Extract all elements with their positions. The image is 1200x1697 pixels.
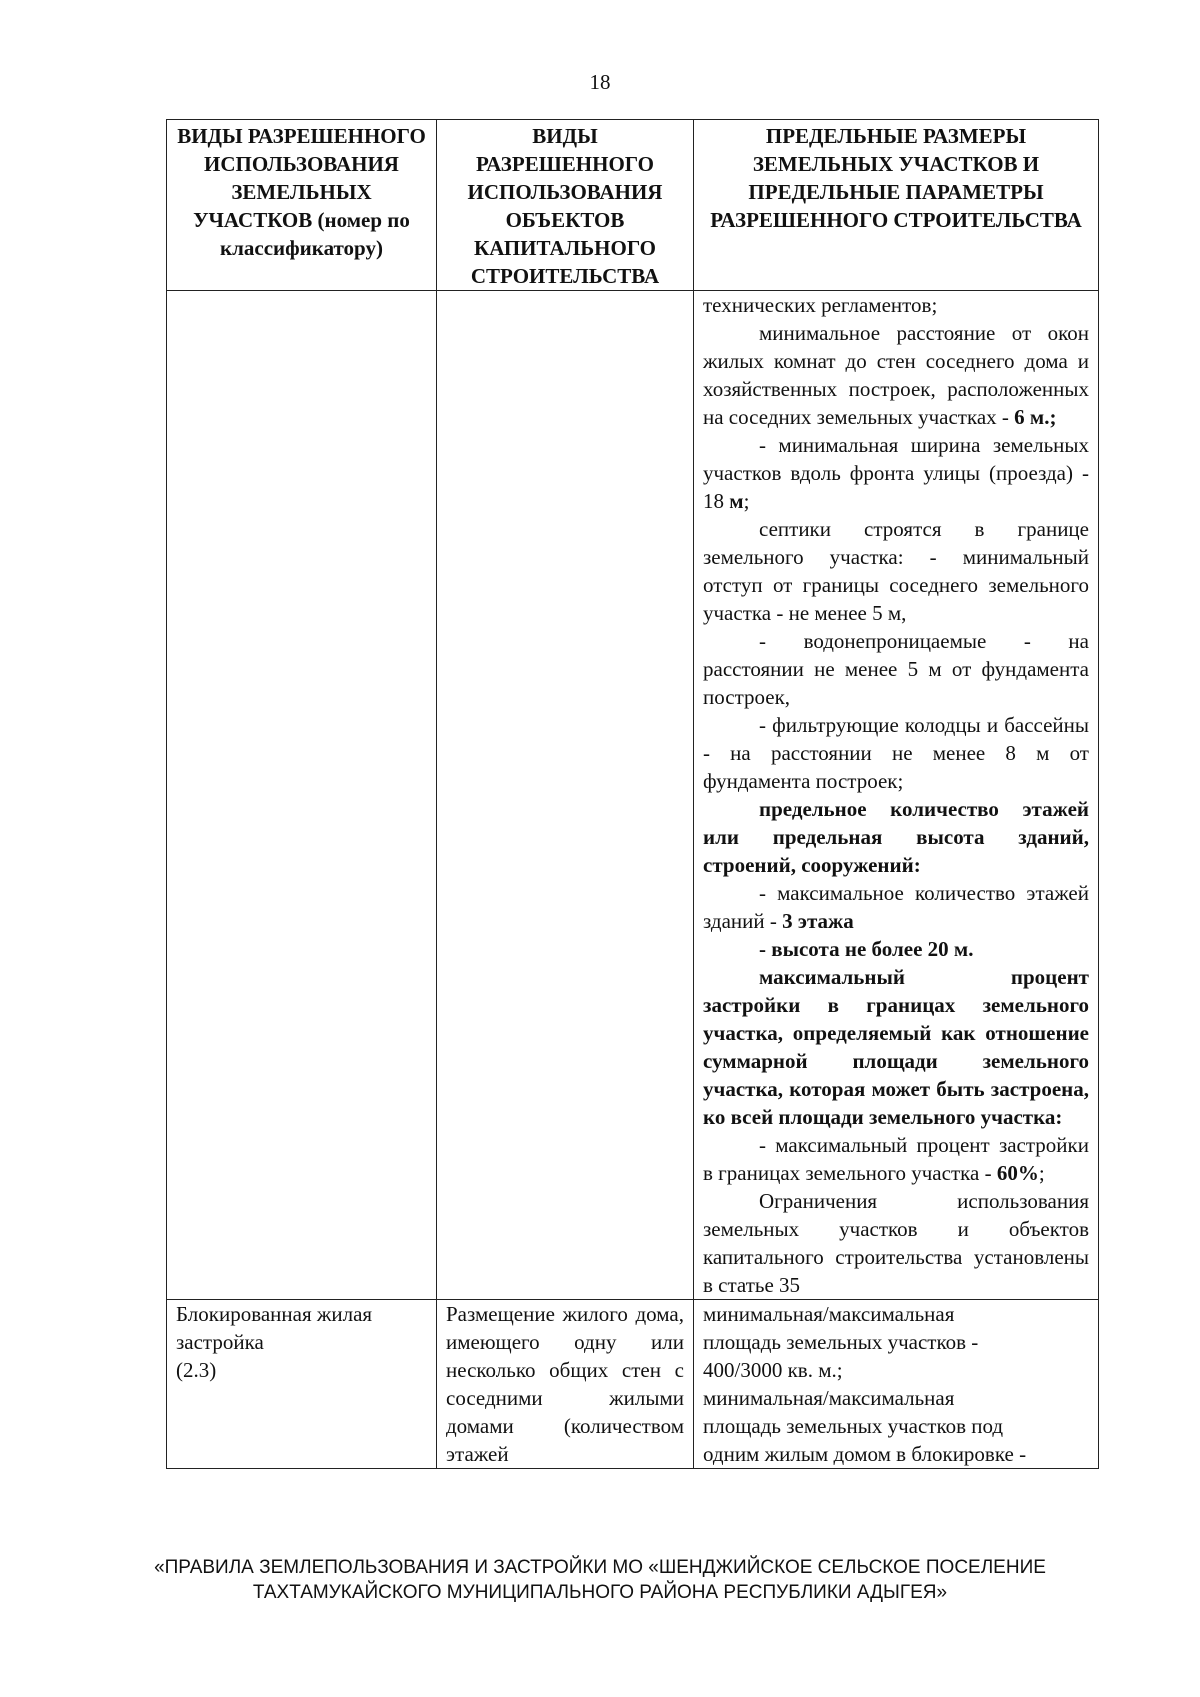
cell-construction-description: Размещение жилого дома, имеющего одну или несколько общих стен с соседними жилыми домами (количеством этажей: [437, 1300, 694, 1469]
paragraph: технических регламентов;: [703, 293, 938, 317]
paragraph: [703, 319, 1089, 431]
footer-line: «ПРАВИЛА ЗЕМЛЕПОЛЬЗОВАНИЯ И ЗАСТРОЙКИ МО «ШЕНДЖИЙСКОЕ СЕЛЬСКОЕ ПОСЕЛЕНИЕ: [154, 1557, 1046, 1578]
text: - минимальная ширина земельных участков вдоль фронта улицы (проезда) - 18: [703, 433, 1089, 513]
header-label: ВИДЫ РАЗРЕШЕННОГО ИСПОЛЬЗОВАНИЯ ОБЪЕКТОВ КАПИТАЛЬНОГО СТРОИТЕЛЬСТВА: [467, 124, 663, 288]
page-footer: [0, 1555, 1200, 1605]
text-bold: 6 м.;: [1014, 405, 1057, 429]
paragraph: септики строятся в границе земельного участка: - минимальный отступ от границы соседнего земельного участка - не менее 5 м,: [703, 517, 1089, 625]
zoning-table: [166, 119, 1099, 1469]
paragraph: [703, 879, 1089, 935]
header-label: ВИДЫ РАЗРЕШЕННОГО ИСПОЛЬЗОВАНИЯ ЗЕМЕЛЬНЫХ УЧАСТКОВ: [177, 124, 426, 232]
text-bold: 60%: [996, 1161, 1039, 1185]
text-bold: 3 этажа: [782, 909, 854, 933]
text: - максимальный процент застройки в границах земельного участка -: [703, 1133, 1089, 1185]
paragraph: Ограничения использования земельных участков и объектов капитального строительства установлены в статье 35: [703, 1189, 1089, 1297]
paragraph-bold: максимальный процент застройки в границах земельного участка, определяемый как отношение суммарной площади земельного участка, которая может быть застроена, ко всей площади земельного участка:: [703, 965, 1089, 1129]
text-line: минимальная/максимальная: [703, 1386, 955, 1410]
text-line: площадь земельных участков -: [703, 1330, 979, 1354]
text: минимальное расстояние от окон жилых комнат до стен соседнего дома и хозяйственных построек, расположенных на соседних земельных участках -: [703, 321, 1089, 429]
text-line: минимальная/максимальная: [703, 1302, 955, 1326]
header-capital-construction-types: [437, 120, 694, 291]
cell-parameters: [694, 1300, 1099, 1469]
classifier-code: (2.3): [176, 1358, 217, 1382]
header-note: (номер по классификатору): [220, 208, 410, 260]
header-limit-parameters: [694, 120, 1099, 291]
paragraph-bold: предельное количество этажей или предельная высота зданий, строений, сооружений:: [703, 797, 1089, 877]
text-line: площадь земельных участков под: [703, 1414, 1004, 1438]
cell-empty: [167, 291, 437, 1300]
text: - максимальное количество этажей зданий -: [703, 881, 1089, 933]
text: ;: [743, 489, 750, 513]
paragraph-bold: - высота не более 20 м.: [759, 937, 974, 961]
paragraph: [703, 1131, 1089, 1187]
footer-line: ТАХТАМУКАЙСКОГО МУНИЦИПАЛЬНОГО РАЙОНА РЕСПУБЛИКИ АДЫГЕЯ»: [252, 1582, 948, 1603]
text-bold: м: [729, 489, 744, 513]
header-label: ПРЕДЕЛЬНЫЕ РАЗМЕРЫ ЗЕМЕЛЬНЫХ УЧАСТКОВ И ПРЕДЕЛЬНЫЕ ПАРАМЕТРЫ РАЗРЕШЕННОГО СТРОИТЕЛЬСТВА: [710, 124, 1082, 232]
cell-land-use: [167, 1300, 437, 1469]
table-row: [167, 1300, 1099, 1469]
paragraph: - фильтрующие колодцы и бассейны - на расстоянии не менее 8 м от фундамента построек;: [703, 713, 1089, 793]
paragraph: [703, 431, 1089, 515]
table-header-row: [167, 120, 1099, 291]
text-line: одним жилым домом в блокировке -: [703, 1442, 1027, 1466]
cell-parameters: [694, 291, 1099, 1300]
cell-empty: [437, 291, 694, 1300]
table-row: [167, 291, 1099, 1300]
text: ;: [1038, 1161, 1045, 1185]
paragraph: - водонепроницаемые - на расстоянии не менее 5 м от фундамента построек,: [703, 629, 1089, 709]
text-line: 400/3000 кв. м.;: [703, 1358, 843, 1382]
page-number: 18: [589, 70, 611, 94]
header-land-use-types: [167, 120, 437, 291]
land-use-name: Блокированная жилая застройка: [176, 1302, 373, 1354]
